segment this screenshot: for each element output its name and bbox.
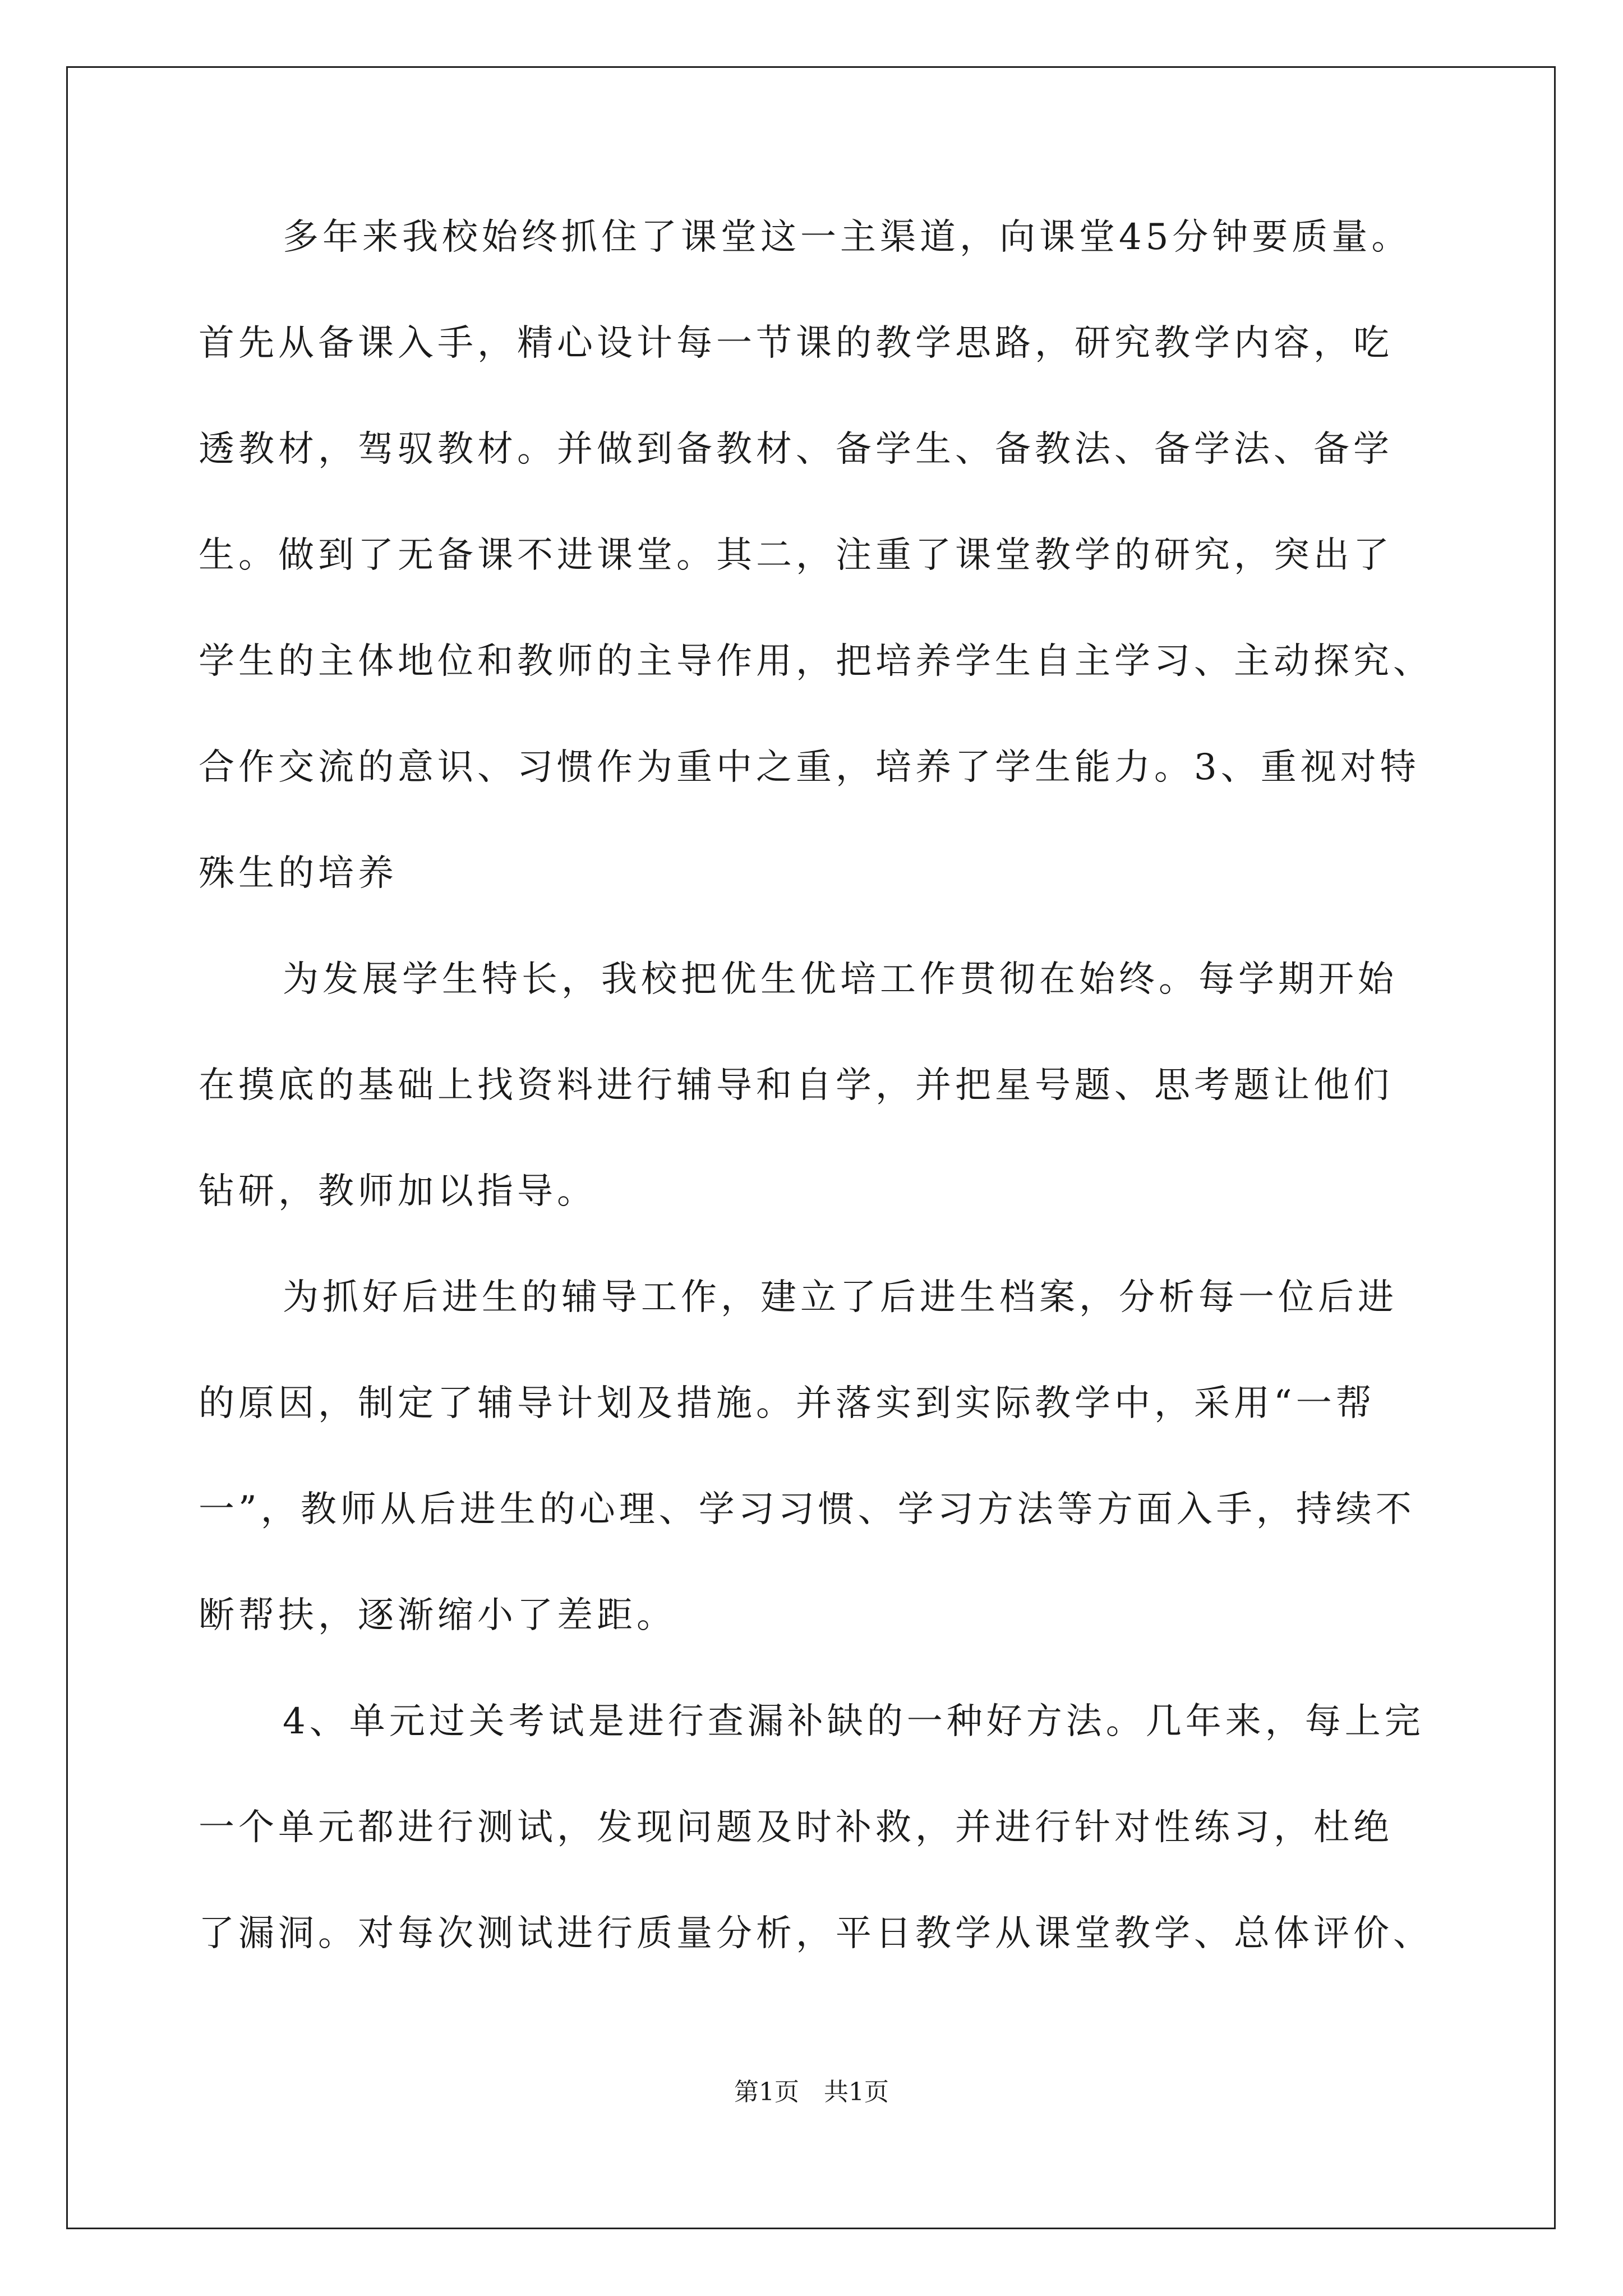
paragraph-1: [199, 217, 1433, 960]
text-line: 多年来我校始终抓住了课堂这一主渠道，向课堂45分钟要质量。: [283, 217, 1412, 258]
text-line: 4、单元过关考试是进行查漏补缺的一种好方法。几年来，每上完: [283, 1701, 1424, 1742]
text-line: 合作交流的意识、习惯作为重中之重，培养了学生能力。3、重视对特: [199, 747, 1420, 788]
text-line: 一个单元都进行测试，发现问题及时补救，并进行针对性练习，杜绝: [199, 1807, 1393, 1848]
text-line: 一”，教师从后进生的心理、学习习惯、学习方法等方面入手，持续不: [199, 1489, 1415, 1530]
paragraph-3: [199, 1278, 1427, 1702]
text-line: 透教材，驾驭教材。并做到备教材、备学生、备教法、备学法、备学: [199, 429, 1393, 470]
text-line: 了漏洞。对每次测试进行质量分析，平日教学从课堂教学、总体评价、: [199, 1913, 1433, 1954]
text-line: 学生的主体地位和教师的主导作用，把培养学生自主学习、主动探究、: [199, 641, 1433, 682]
paragraph-2: [199, 960, 1427, 1278]
text-line: 钻研，教师加以指导。: [199, 1171, 597, 1212]
document-body: [199, 217, 1433, 2020]
text-line: 生。做到了无备课不进课堂。其二，注重了课堂教学的研究，突出了: [199, 535, 1393, 576]
text-line: 在摸底的基础上找资料进行辅导和自学，并把星号题、思考题让他们: [199, 1065, 1393, 1106]
paragraph-4: [199, 1701, 1433, 2020]
text-line: 为发展学生特长，我校把优生优培工作贯彻在始终。每学期开始: [283, 959, 1398, 1000]
page-number-footer: 第1页 共1页: [734, 2078, 889, 2106]
text-line: 为抓好后进生的辅导工作，建立了后进生档案，分析每一位后进: [283, 1277, 1398, 1318]
text-line: 首先从备课入手，精心设计每一节课的教学思路，研究教学内容，吃: [199, 323, 1393, 364]
text-line: 断帮扶，逐渐缩小了差距。: [199, 1595, 676, 1636]
text-line: 殊生的培养: [199, 853, 398, 894]
text-line: 的原因，制定了辅导计划及措施。并落实到实际教学中，采用“一帮: [199, 1383, 1376, 1424]
